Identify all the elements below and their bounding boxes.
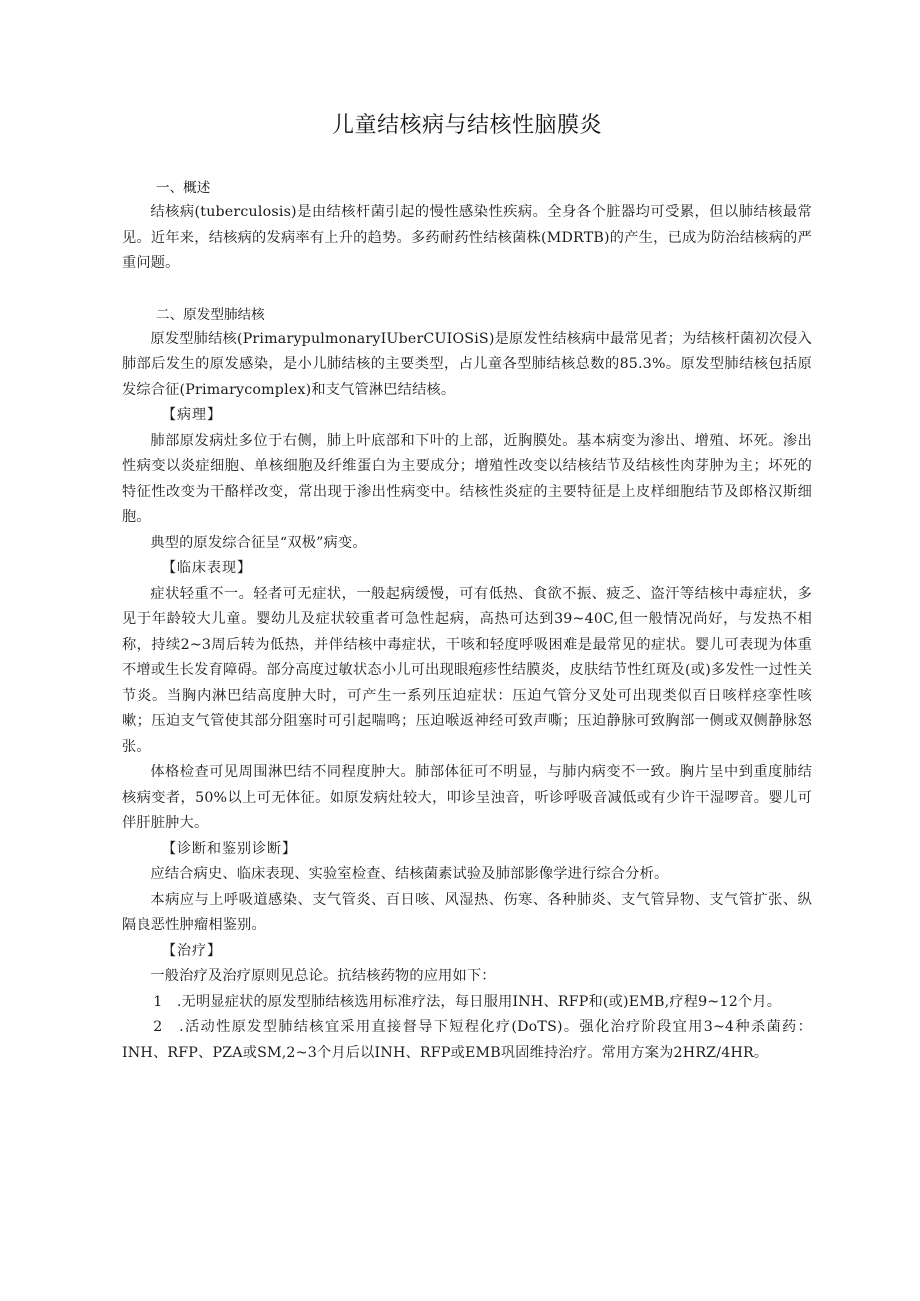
treatment-item-2: 2 .活动性原发型肺结核宜采用直接督导下短程化疗(DoTS)。强化治疗阶段宜用3~4种杀菌药：INH、RFP、PZA或SM,2~3个月后以INH、RFP或EMB巩固维持治疗。常用方案为2HRZ/4HR。: [122, 1019, 812, 1061]
pathology-bipolar-paragraph: 典型的原发综合征呈“双极”病变。: [150, 534, 367, 551]
primary-tb-intro-paragraph: 原发型肺结核(PrimarypulmonaryIUberCUIOSiS)是原发性结核病中最常见者；为结核杆菌初次侵入肺部后发生的原发感染，是小儿肺结核的主要类型，占儿童各型肺结核总数的85.3%。原发型肺结核包括原发综合征(Primarycomplex)和支气管淋巴结结核。: [122, 330, 812, 398]
subheading-treatment: 【治疗】: [162, 942, 222, 959]
pathology-paragraph: 肺部原发病灶多位于右侧，肺上叶底部和下叶的上部，近胸膜处。基本病变为渗出、增殖、坏死。渗出性病变以炎症细胞、单核细胞及纤维蛋白为主要成分；增殖性改变以结核结节及结核性肉芽肿为主；坏死的特征性改变为干酪样改变，常出现于渗出性病变中。结核性炎症的主要特征是上皮样细胞结节及郎格汉斯细胞。: [122, 432, 812, 525]
subheading-pathology: 【病理】: [162, 407, 222, 423]
overview-paragraph: 结核病(tuberculosis)是由结核杆菌引起的慢性感染性疾病。全身各个脏器均可受累，但以肺结核最常见。近年来，结核病的发病率有上升的趋势。多药耐药性结核菌株(MDRTB)的产生，已成为防治结核病的严重问题。: [122, 204, 812, 271]
section-heading-overview: 一、概述: [156, 180, 211, 196]
subheading-clinical: 【临床表现】: [162, 560, 252, 576]
diagnosis-paragraph: 应结合病史、临床表现、实验室检查、结核菌素试验及肺部影像学进行综合分析。: [150, 866, 669, 882]
clinical-symptoms-paragraph: 症状轻重不一。轻者可无症状，一般起病缓慢，可有低热、食欲不振、疲乏、盗汗等结核中毒症状，多见于年龄较大儿童。婴幼儿及症状较重者可急性起病，高热可达到39~40C,但一般情况尚好，与发热不相称，持续2~3周后转为低热，并伴结核中毒症状，干咳和轻度呼吸困难是最常见的症状。婴儿可表现为体重不增或生长发育障碍。部分高度过敏状态小儿可出现眼疱疹性结膜炎，皮肤结节性红斑及(或)多发性一过性关节炎。当胸内淋巴结高度肿大时，可产生一系列压迫症状：压迫气管分叉处可出现类似百日咳样痉挛性咳嗽；压迫支气管使其部分阻塞时可引起喘鸣；压迫喉返神经可致声嘶；压迫静脉可致胸部一侧或双侧静脉怒张。: [122, 585, 812, 755]
document-body: [122, 112, 812, 1066]
treatment-item-1: 1 .无明显症状的原发型肺结核选用标准疗法，每日服用INH、RFP和(或)EMB,疗程9~12个月。: [153, 993, 782, 1010]
treatment-paragraph: 一般治疗及治疗原则见总论。抗结核药物的应用如下：: [150, 968, 496, 984]
page-title: 儿童结核病与结核性脑膜炎: [331, 113, 602, 138]
section-heading-primary-tb: 二、原发型肺结核: [156, 306, 265, 323]
subheading-diagnosis: 【诊断和鉴别诊断】: [162, 840, 297, 857]
differential-diagnosis-paragraph: 本病应与上呼吸道感染、支气管炎、百日咳、风湿热、伤寒、各种肺炎、支气管异物、支气管扩张、纵隔良恶性肿瘤相鉴别。: [122, 891, 812, 933]
clinical-exam-paragraph: 体格检查可见周围淋巴结不同程度肿大。肺部体征可不明显，与肺内病变不一致。胸片呈中到重度肺结核病变者，50%以上可无体征。如原发病灶较大，叩诊呈浊音，听诊呼吸音减低或有少许干湿啰音。婴儿可伴肝脏肿大。: [122, 764, 812, 831]
